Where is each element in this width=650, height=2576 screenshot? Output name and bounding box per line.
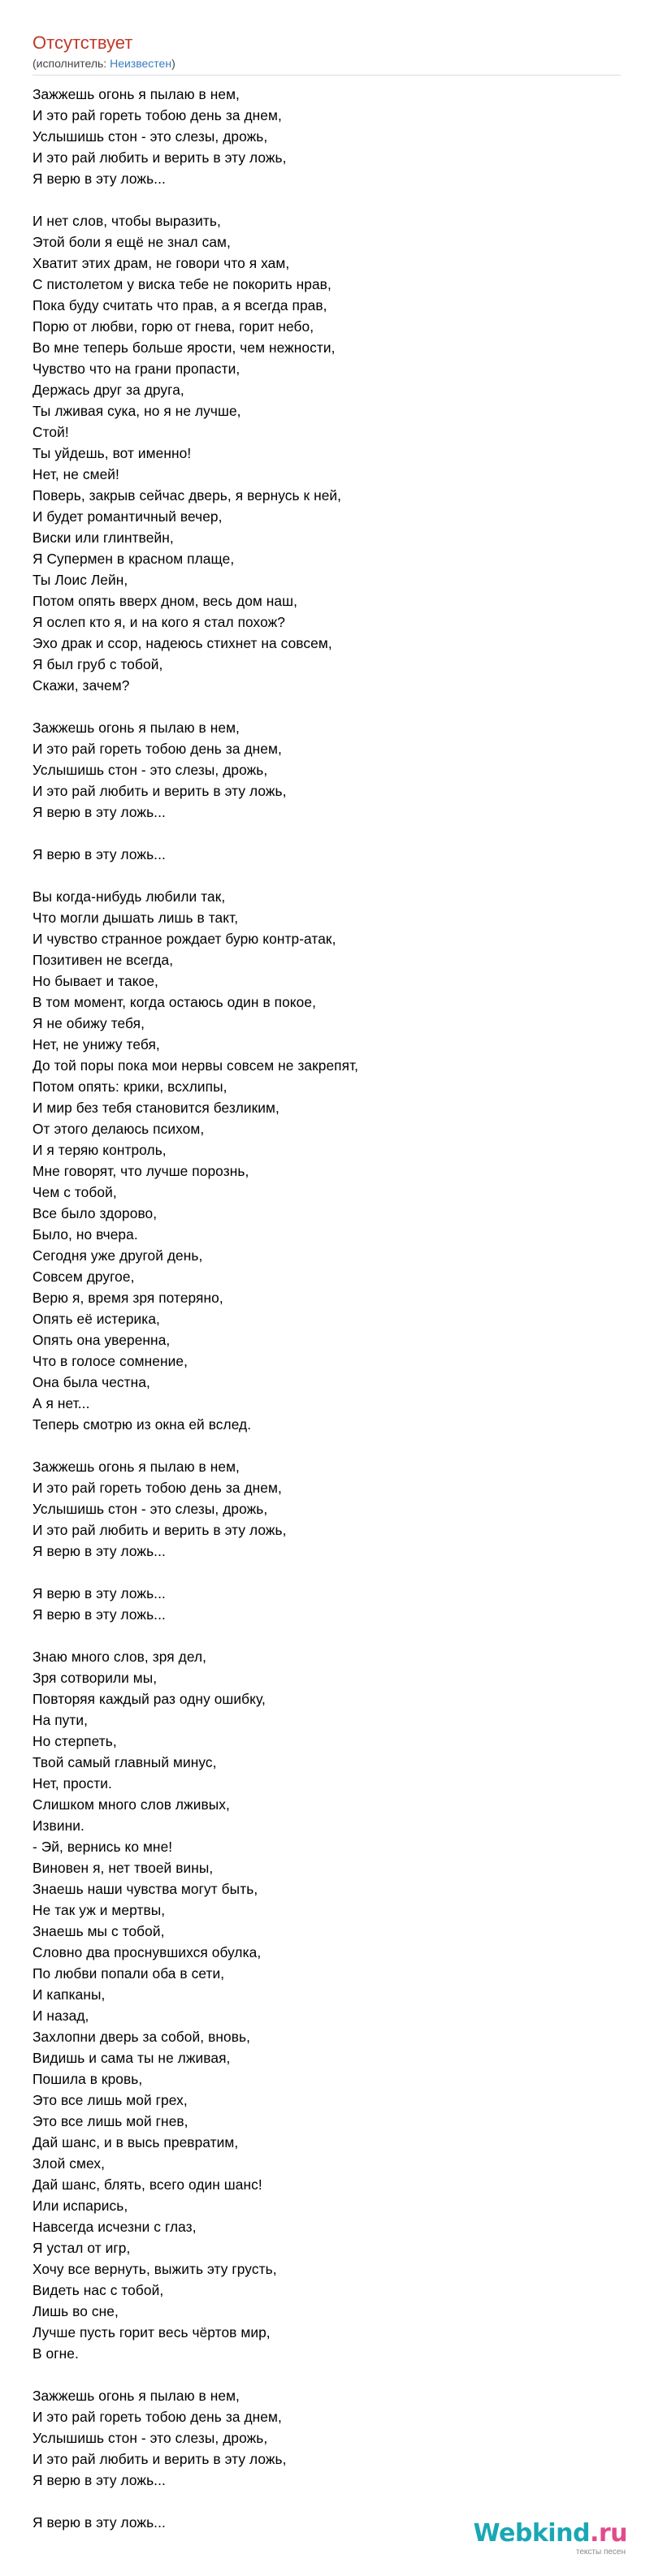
artist-byline (32, 55, 621, 76)
site-logo-name (465, 2520, 627, 2548)
site-logo-main: Webkind (473, 2519, 590, 2548)
site-logo-tld: .ru (589, 2519, 627, 2548)
lyrics-page (32, 32, 621, 2533)
site-logo-tagline: тексты песен (575, 2548, 626, 2557)
byline-suffix: ) (171, 57, 176, 70)
site-logo[interactable] (465, 2520, 627, 2557)
artist-link[interactable]: Неизвестен (110, 57, 172, 70)
song-title: Отсутствует (32, 32, 133, 53)
lyrics-text: Зажжешь огонь я пылаю в нем, И это рай гореть тобою день за днем, Услышишь стон - это слезы, дрожь, И это рай любить и верить в эту ложь, Я верю в эту ложь... И нет слов, чтобы выразить, Этой боли я ещё не знал сам, Хватит этих драм, не говори что я хам, С пистолетом у виска тебе не покорить нрав, Пока буду считать что прав, а я всегда прав, Порю от любви, горю от гнева, горит небо, Во мне теперь больше ярости, чем нежности, Чувство что на грани пропасти, Держась друг за друга, Ты лживая сука, но я не лучше, Стой! Ты уйдешь, вот именно! Нет, не смей! Поверь, закрыв сейчас дверь, я вернусь к ней, И будет романтичный вечер, Виски или глинтвейн, Я Супермен в красном плаще, Ты Лоис Лейн, Потом опять вверх дном, весь дом наш, Я ослеп кто я, и на кого я стал похож? Эхо драк и ссор, надеюсь стихнет на совсем, Я был груб с тобой, Скажи, зачем? Зажжешь огонь я пылаю в нем, И это рай гореть тобою день за днем, Услышишь стон - это слезы, дрожь, И это рай любить и верить в эту ложь, Я верю в эту ложь... Я верю в эту ложь... Вы когда-нибудь любили так, Что могли дышать лишь в такт, И чувство странное рождает бурю контр-атак, Позитивен не всегда, Но бывает и такое, В том момент, когда остаюсь один в покое, Я не обижу тебя, Нет, не унижу тебя, До той поры пока мои нервы совсем не закрепят, Потом опять: крики, всхлипы, И мир без тебя становится безликим, От этого делаюсь психом, И я теряю контроль, Мне говорят, что лучше порознь, Чем с тобой, Все было здорово, Было, но вчера. Сегодня уже другой день, Совсем другое, Верю я, время зря потеряно, Опять её истерика, Опять она уверенна, Что в голосе сомнение, Она была честна, А я нет... Теперь смотрю из окна ей вслед. Зажжешь огонь я пылаю в нем, И это рай гореть тобою день за днем, Услышишь стон - это слезы, дрожь, И это рай любить и верить в эту ложь, Я верю в эту ложь... Я верю в эту ложь... Я верю в эту ложь... Знаю много слов, зря дел, Зря сотворили мы, Повторяя каждый раз одну ошибку, На пути, Но стерпеть, Твой самый главный минус, Нет, прости. Слишком много слов лживых, Извини. - Эй, вернись ко мне! Виновен я, нет твоей вины, Знаешь наши чувства могут быть, Не так уж и мертвы, Знаешь мы с тобой, Словно два проснувшихся обулка, По любви попали оба в сети, И капканы, И назад, Захлопни дверь за собой, вновь, Видишь и сама ты не лживая, Пошила в кровь, Это все лишь мой грех, Это все лишь мой гнев, Дай шанс, и в высь превратим, Злой смех, Дай шанс, блять, всего один шанс! Или испарись, Навсегда исчезни с глаз, Я устал от игр, Хочу все вернуть, выжить эту грусть, Видеть нас с тобой, Лишь во сне, Лучше пусть горит весь чёртов мир, В огне. Зажжешь огонь я пылаю в нем, И это рай гореть тобою день за днем, Услышишь стон - это слезы, дрожь, И это рай любить и верить в эту ложь, Я верю в эту ложь... Я верю в эту ложь... (32, 86, 359, 2531)
byline-prefix: (исполнитель: (32, 57, 110, 70)
